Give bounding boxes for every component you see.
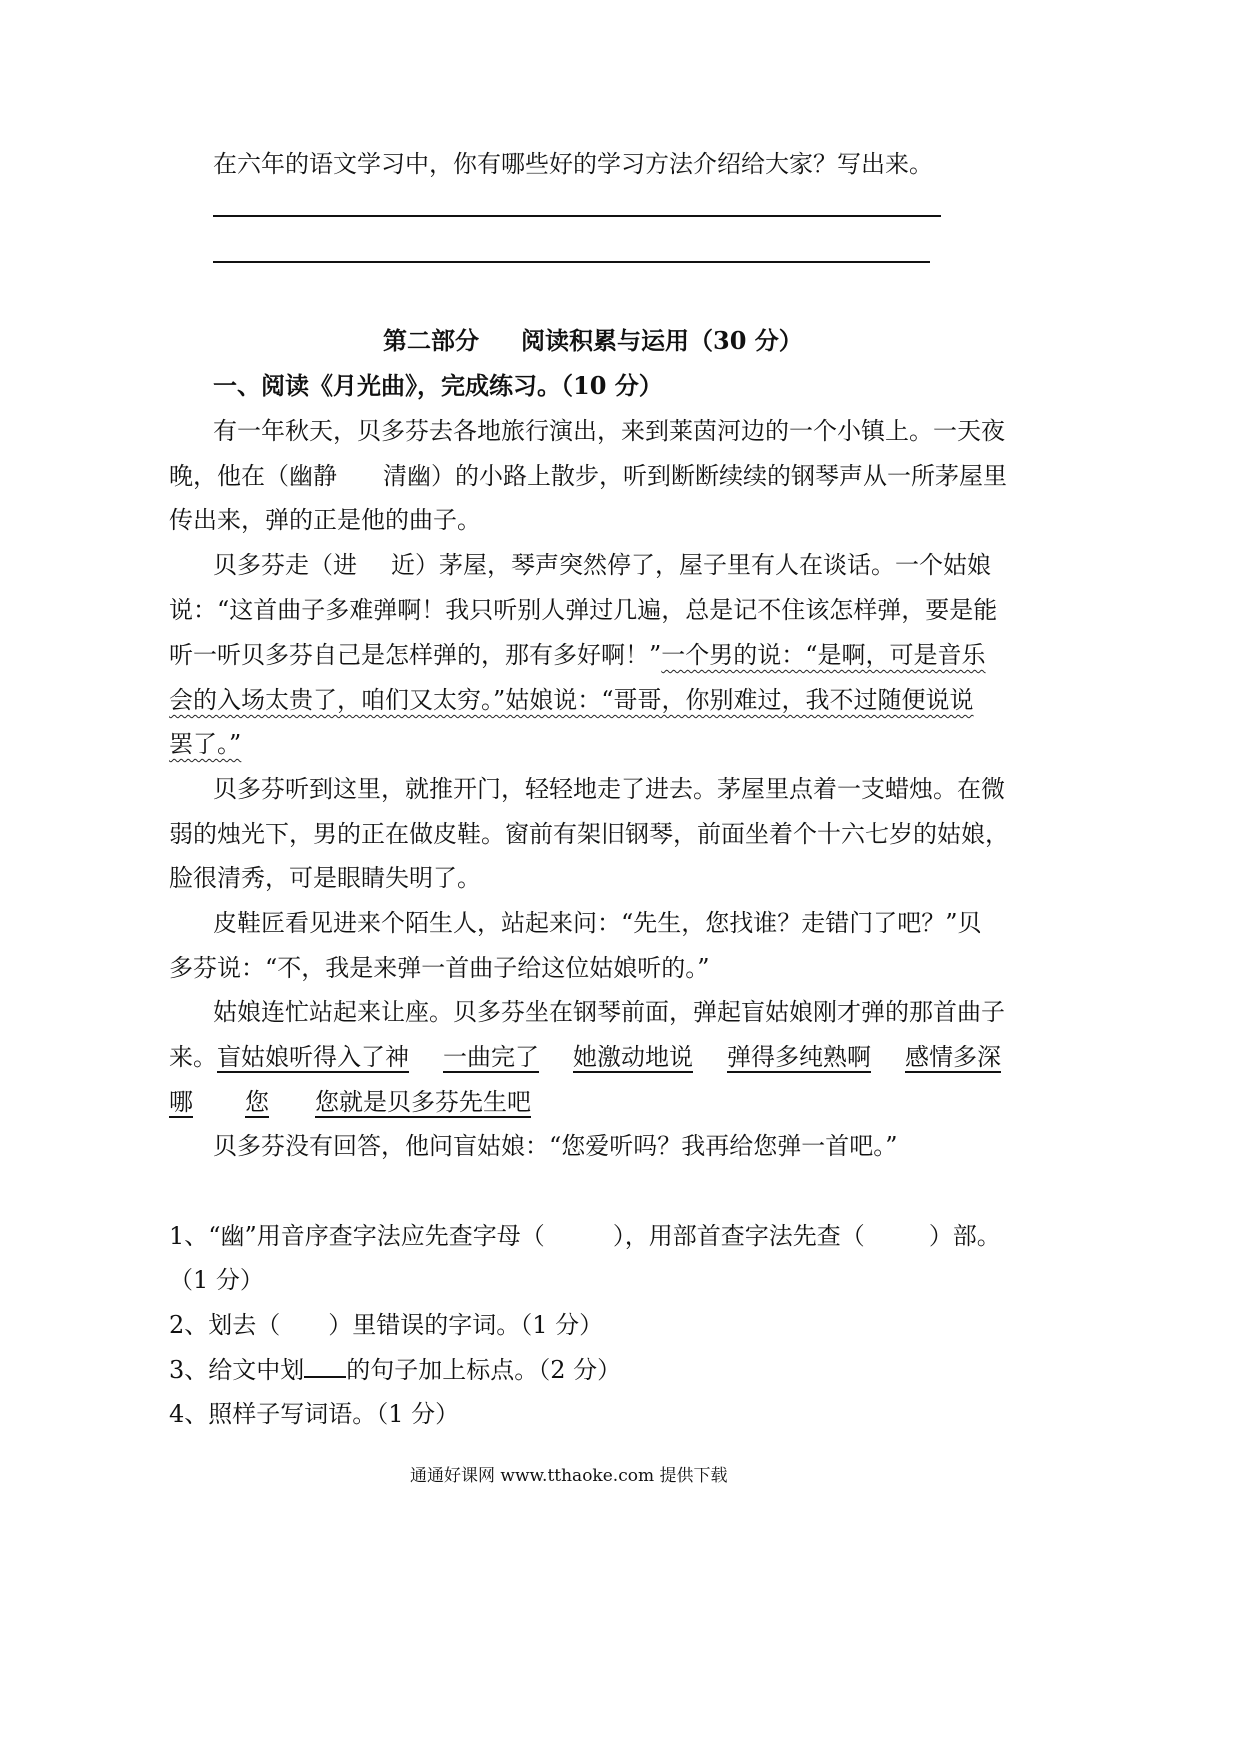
passage-p2-line3 [169,635,986,675]
underlined-sentence: 盲姑娘听得入了神 一曲完了 她激动地说 弹得多纯熟啊 感情多深 [217,1043,1001,1071]
choice-right: 近）茅屋，琴声突然停了，屋子里有人在谈话。一个姑娘 [391,551,991,579]
question-1-score: （1 分） [169,1266,264,1294]
wavy-underlined-text: 一个男的说：“是啊，可是音乐 [661,641,986,669]
q1-text: ），用部首查字法先查（ [612,1222,865,1250]
passage-p2-line2: 说：“这首曲子多难弹啊！我只听别人弹过几遍，总是记不住该怎样弹，要是能 [169,596,998,624]
underlined-sentence-cont: 哪 您 您就是贝多芬先生吧 [169,1088,531,1116]
underline-blank [304,1354,346,1378]
answer-line-1 [213,215,941,217]
passage-p3-line2: 弱的烛光下，男的正在做皮鞋。窗前有架旧钢琴，前面坐着个十六七岁的姑娘， [169,820,1009,848]
question-1 [169,1216,1001,1256]
passage-p5-line2 [169,1037,1001,1077]
passage-p5-line3 [169,1082,565,1122]
passage-p1-line1: 有一年秋天，贝多芬去各地旅行演出，来到莱茵河边的一个小镇上。一天夜 [213,417,1005,445]
choice-left: 贝多芬走（进 [213,551,357,579]
passage-text: 来。 [169,1043,217,1071]
passage-p2-line5-wavy: 罢了。” [169,730,242,758]
passage-p4-line2: 多芬说：“不，我是来弹一首曲子给这位姑娘听的。” [169,954,710,982]
part2-label: 第二部分 [383,326,479,355]
choice-right: 清幽）的小路上散步，听到断断续续的钢琴声从一所茅屋里 [383,462,1007,490]
q3-text: 的句子加上标点。（2 分） [346,1356,622,1384]
part2-title: 阅读积累与运用（30 分） [521,326,803,355]
q2-text: 2、划去（ [169,1311,281,1339]
q3-text: 3、给文中划 [169,1356,305,1384]
question-4: 4、照样子写词语。（1 分） [169,1400,460,1428]
passage-p4-line1: 皮鞋匠看见进来个陌生人，站起来问：“先生，您找谁？走错门了吧？”贝 [213,909,982,937]
passage-text: 听一听贝多芬自己是怎样弹的，那有多好啊！” [169,641,662,669]
choice-left: 晚，他在（幽静 [169,462,337,490]
q1-text: 1、“幽”用音序查字法应先查字母（ [169,1222,545,1250]
page-footer: 通通好课网 www.tthaoke.com 提供下载 [410,1466,728,1486]
passage-p2-line4-wavy: 会的入场太贵了，咱们又太穷。”姑娘说：“哥哥，你别难过，我不过随便说说 [169,686,974,714]
intro-question: 在六年的语文学习中，你有哪些好的学习方法介绍给大家？写出来。 [213,150,933,178]
passage-p1-line3: 传出来，弹的正是他的曲子。 [169,506,481,534]
passage-p6-line1: 贝多芬没有回答，他问盲姑娘：“您爱听吗？我再给您弹一首吧。” [213,1132,898,1160]
passage-p5-line1: 姑娘连忙站起来让座。贝多芬坐在钢琴前面，弹起盲姑娘刚才弹的那首曲子 [213,998,1005,1026]
q2-text: ）里错误的字词。（1 分） [328,1311,604,1339]
part2-heading [383,321,803,361]
passage-p1-line2 [169,456,1007,496]
answer-line-2 [213,261,930,263]
question-3 [169,1350,621,1390]
q1-text: ）部。 [928,1222,1001,1250]
passage-p2-line1 [213,545,991,585]
passage-p3-line1: 贝多芬听到这里，就推开门，轻轻地走了进去。茅屋里点着一支蜡烛。在微 [213,775,1005,803]
passage-p3-line3: 脸很清秀，可是眼睛失明了。 [169,864,481,892]
question-2 [169,1305,603,1345]
section1-title: 一、阅读《月光曲》，完成练习。（10 分） [213,371,663,400]
